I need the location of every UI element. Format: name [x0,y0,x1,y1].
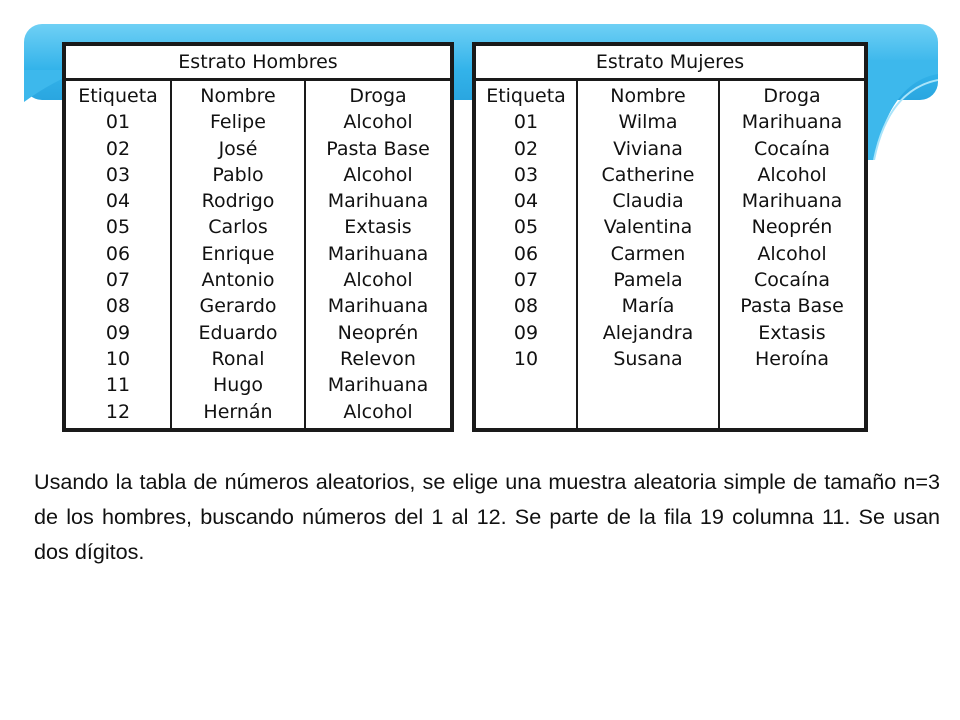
table-cell: Enrique [201,242,275,265]
table-cell: Extasis [344,216,412,239]
table-cell: Viviana [613,137,683,160]
table-cell: Neoprén [751,216,833,239]
table-cell: Marihuana [327,190,429,213]
table-cell: Marihuana [741,190,843,213]
column-etiqueta [476,81,576,428]
body-paragraph: Usando la tabla de números aleatorios, se elige una muestra aleatoria simple de tamaño n=3 de los hombres, buscando números del 1 al 12. Se parte de la fila 19 columna 11. Se usan dos dígitos. [34,469,940,564]
table-cell: 04 [105,190,131,213]
table-cell: Alcohol [343,163,413,186]
table-cell: Carmen [610,242,686,265]
table-cell: 01 [513,111,539,134]
table-cell: Pasta Base [326,137,430,160]
column-header: Etiqueta [78,85,158,107]
table-cell: Marihuana [741,111,843,134]
table-cell: Pasta Base [740,295,844,318]
table-cell: 01 [105,111,131,134]
table-cell: 03 [513,163,539,186]
column-header: Droga [763,85,821,107]
table-estrato-hombres [62,42,454,432]
table-estrato-mujeres [472,42,868,432]
column-header: Nombre [200,85,276,107]
table-cell: 03 [105,163,131,186]
table-cell: Hugo [212,374,263,397]
table-cell: Alcohol [343,111,413,134]
table-cell: María [621,295,675,318]
table-cell: Carlos [208,216,268,239]
table-cell: Ronal [211,347,265,370]
table-cell: Pablo [212,163,264,186]
table-title: Estrato Mujeres [476,46,864,81]
table-title: Estrato Hombres [66,46,450,81]
column-header: Nombre [610,85,686,107]
table-cell: Eduardo [198,321,278,344]
table-cell: Extasis [758,321,826,344]
column-etiqueta [66,81,170,428]
table-cell: 09 [513,321,539,344]
table-cell: Neoprén [337,321,419,344]
table-cell: 09 [105,321,131,344]
table-cell: 07 [105,269,131,292]
column-nombre [170,81,304,428]
table-cell: 06 [513,242,539,265]
table-cell: 10 [105,347,131,370]
table-cell: José [218,137,258,160]
table-cell: Alcohol [757,163,827,186]
table-cell: Wilma [618,111,678,134]
table-cell: 05 [513,216,539,239]
table-cell: Valentina [603,216,693,239]
table-cell: Relevon [340,347,416,370]
table-cell: Felipe [210,111,266,134]
table-cell: 12 [105,400,131,423]
table-cell: Pamela [613,269,683,292]
column-nombre [576,81,718,428]
table-cell: 10 [513,347,539,370]
table-cell: 11 [105,374,131,397]
table-cell: Marihuana [327,295,429,318]
table-cell: Alcohol [343,269,413,292]
table-cell: Rodrigo [201,190,275,213]
table-cell: 06 [105,242,131,265]
table-cell: Antonio [201,269,275,292]
table-cell: Cocaína [754,137,830,160]
column-header: Etiqueta [486,85,566,107]
table-cell: Gerardo [199,295,277,318]
column-droga [718,81,864,428]
table-cell: 05 [105,216,131,239]
table-cell: 02 [105,137,131,160]
column-header: Droga [349,85,407,107]
table-cell: Cocaína [754,269,830,292]
table-cell: Hernán [203,400,273,423]
table-cell: Heroína [755,347,829,370]
table-cell: 08 [513,295,539,318]
table-cell: 04 [513,190,539,213]
table-cell: Marihuana [327,242,429,265]
column-droga [304,81,450,428]
table-cell: Alcohol [343,400,413,423]
table-cell: Catherine [601,163,695,186]
table-cell: Alejandra [602,321,694,344]
table-cell: Claudia [612,190,684,213]
table-cell: Marihuana [327,374,429,397]
table-cell: 08 [105,295,131,318]
table-cell: Susana [613,347,683,370]
table-cell: 07 [513,269,539,292]
table-cell: 02 [513,137,539,160]
table-cell: Alcohol [757,242,827,265]
